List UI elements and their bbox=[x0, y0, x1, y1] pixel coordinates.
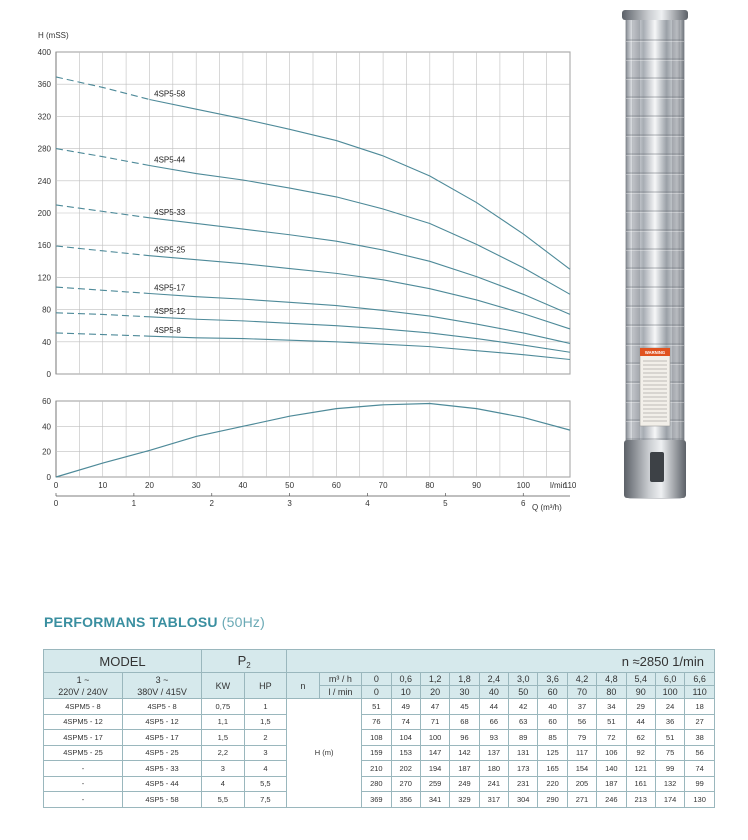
head-value: 159 bbox=[362, 745, 391, 761]
x-tick-label: 110 bbox=[563, 481, 577, 490]
head-value: 68 bbox=[450, 714, 479, 730]
model-single-phase: - bbox=[44, 776, 123, 792]
head-value: 56 bbox=[567, 714, 596, 730]
single-phase-header: 1 ~ 220V / 240V bbox=[44, 673, 123, 699]
head-value: 44 bbox=[479, 699, 508, 715]
y-tick-label: 40 bbox=[42, 337, 51, 347]
x-tick-label: 20 bbox=[145, 481, 154, 490]
model-header: MODEL bbox=[44, 650, 202, 673]
efficiency-curve-chart bbox=[42, 397, 577, 512]
head-value: 341 bbox=[420, 792, 449, 808]
head-value: 85 bbox=[538, 730, 567, 746]
power-kw: 4 bbox=[202, 776, 245, 792]
hp-header: HP bbox=[244, 673, 287, 699]
kw-header: KW bbox=[202, 673, 245, 699]
head-value: 270 bbox=[391, 776, 420, 792]
head-value: 180 bbox=[479, 761, 508, 777]
head-value: 290 bbox=[538, 792, 567, 808]
head-value: 205 bbox=[567, 776, 596, 792]
head-value: 369 bbox=[362, 792, 391, 808]
head-value: 194 bbox=[420, 761, 449, 777]
x2-axis-label: Q (m³/h) bbox=[532, 503, 562, 512]
y-tick-label: 120 bbox=[37, 273, 51, 283]
head-value: 142 bbox=[450, 745, 479, 761]
head-value: 104 bbox=[391, 730, 420, 746]
n-header: n bbox=[287, 673, 319, 699]
head-value: 213 bbox=[626, 792, 655, 808]
lmin-label: l / min bbox=[319, 686, 362, 699]
section-title bbox=[44, 614, 265, 630]
x2-tick-label: 1 bbox=[131, 499, 137, 508]
head-value: 49 bbox=[391, 699, 420, 715]
head-value: 210 bbox=[362, 761, 391, 777]
y-tick-label: 160 bbox=[37, 241, 51, 251]
x-tick-label: 60 bbox=[331, 481, 341, 490]
head-value: 246 bbox=[597, 792, 626, 808]
series-label: 4SP5-33 bbox=[154, 207, 186, 217]
model-three-phase: 4SP5 - 8 bbox=[123, 699, 202, 715]
head-value: 220 bbox=[538, 776, 567, 792]
head-value: 173 bbox=[509, 761, 538, 777]
head-value: 108 bbox=[362, 730, 391, 746]
head-value: 117 bbox=[567, 745, 596, 761]
x-unit-label: l/min bbox=[550, 481, 567, 490]
head-curve-chart bbox=[38, 31, 570, 379]
head-value: 317 bbox=[479, 792, 508, 808]
head-value: 280 bbox=[362, 776, 391, 792]
m3h-value: 0,6 bbox=[391, 673, 420, 686]
head-value: 89 bbox=[509, 730, 538, 746]
head-value: 154 bbox=[567, 761, 596, 777]
y-tick-label: 280 bbox=[37, 144, 51, 154]
performance-table bbox=[43, 649, 715, 808]
m3h-value: 4,2 bbox=[567, 673, 596, 686]
head-value: 125 bbox=[538, 745, 567, 761]
lmin-value: 100 bbox=[655, 686, 684, 699]
m3h-label: m³ / h bbox=[319, 673, 362, 686]
head-value: 76 bbox=[362, 714, 391, 730]
head-value: 47 bbox=[420, 699, 449, 715]
y-tick-label: 0 bbox=[46, 473, 51, 482]
head-value: 93 bbox=[479, 730, 508, 746]
series-label: 4SP5-17 bbox=[154, 283, 186, 293]
head-value: 187 bbox=[450, 761, 479, 777]
head-value: 74 bbox=[685, 761, 715, 777]
table-row bbox=[44, 714, 715, 730]
series-label: 4SP5-44 bbox=[154, 155, 186, 165]
x-tick-label: 90 bbox=[472, 481, 481, 490]
head-value: 72 bbox=[597, 730, 626, 746]
head-value: 187 bbox=[597, 776, 626, 792]
head-value: 45 bbox=[450, 699, 479, 715]
power-hp: 5,5 bbox=[244, 776, 287, 792]
head-value: 140 bbox=[597, 761, 626, 777]
performance-charts bbox=[0, 0, 600, 520]
model-single-phase: - bbox=[44, 792, 123, 808]
series-label: 4SP5-25 bbox=[154, 245, 186, 255]
head-value: 60 bbox=[538, 714, 567, 730]
head-value: 99 bbox=[655, 761, 684, 777]
head-label: H (m) bbox=[287, 699, 362, 808]
m3h-value: 5,4 bbox=[626, 673, 655, 686]
model-three-phase: 4SP5 - 58 bbox=[123, 792, 202, 808]
x-tick-label: 0 bbox=[53, 481, 59, 490]
model-three-phase: 4SP5 - 17 bbox=[123, 730, 202, 746]
lmin-value: 40 bbox=[479, 686, 508, 699]
y-tick-label: 0 bbox=[46, 370, 51, 379]
model-three-phase: 4SP5 - 44 bbox=[123, 776, 202, 792]
series-label: 4SP5-12 bbox=[154, 306, 186, 316]
head-value: 329 bbox=[450, 792, 479, 808]
head-value: 137 bbox=[479, 745, 508, 761]
p2-header: $P_2$ bbox=[202, 650, 287, 673]
section-freq: (50Hz) bbox=[221, 614, 265, 630]
lmin-value: 90 bbox=[626, 686, 655, 699]
head-value: 132 bbox=[655, 776, 684, 792]
m3h-value: 6,0 bbox=[655, 673, 684, 686]
head-value: 100 bbox=[420, 730, 449, 746]
m3h-value: 1,8 bbox=[450, 673, 479, 686]
head-value: 36 bbox=[655, 714, 684, 730]
warning-label bbox=[640, 348, 670, 426]
table-row bbox=[44, 761, 715, 777]
y-tick-label: 40 bbox=[42, 422, 51, 432]
head-value: 34 bbox=[597, 699, 626, 715]
y-tick-label: 320 bbox=[37, 112, 51, 122]
power-hp: 4 bbox=[244, 761, 287, 777]
lmin-value: 70 bbox=[567, 686, 596, 699]
m3h-value: 2,4 bbox=[479, 673, 508, 686]
m3h-value: 0 bbox=[362, 673, 391, 686]
head-value: 63 bbox=[509, 714, 538, 730]
warning-label-text: WARNING bbox=[644, 350, 666, 355]
power-hp: 2 bbox=[244, 730, 287, 746]
head-value: 29 bbox=[626, 699, 655, 715]
power-hp: 1 bbox=[244, 699, 287, 715]
x-tick-label: 10 bbox=[98, 481, 108, 490]
head-value: 27 bbox=[685, 714, 715, 730]
table-row bbox=[44, 776, 715, 792]
lmin-value: 20 bbox=[420, 686, 449, 699]
power-hp: 1,5 bbox=[244, 714, 287, 730]
lmin-value: 30 bbox=[450, 686, 479, 699]
head-value: 66 bbox=[479, 714, 508, 730]
power-hp: 7,5 bbox=[244, 792, 287, 808]
head-value: 38 bbox=[685, 730, 715, 746]
y-tick-label: 360 bbox=[37, 80, 51, 90]
lmin-value: 10 bbox=[391, 686, 420, 699]
x2-tick-label: 0 bbox=[53, 499, 59, 508]
x2-tick-label: 2 bbox=[209, 499, 214, 508]
head-value: 79 bbox=[567, 730, 596, 746]
series-label: 4SP5-58 bbox=[154, 89, 186, 99]
x2-tick-label: 6 bbox=[521, 499, 526, 508]
head-value: 74 bbox=[391, 714, 420, 730]
x-tick-label: 70 bbox=[378, 481, 388, 490]
head-value: 174 bbox=[655, 792, 684, 808]
head-value: 131 bbox=[509, 745, 538, 761]
m3h-value: 3,0 bbox=[509, 673, 538, 686]
series-label: 4SP5-8 bbox=[154, 326, 181, 336]
x-tick-label: 80 bbox=[425, 481, 435, 490]
model-single-phase: 4SPM5 - 25 bbox=[44, 745, 123, 761]
head-value: 42 bbox=[509, 699, 538, 715]
y-tick-label: 80 bbox=[42, 305, 51, 315]
head-value: 165 bbox=[538, 761, 567, 777]
power-kw: 1,1 bbox=[202, 714, 245, 730]
head-value: 259 bbox=[420, 776, 449, 792]
model-single-phase: 4SPM5 - 12 bbox=[44, 714, 123, 730]
power-hp: 3 bbox=[244, 745, 287, 761]
power-kw: 1,5 bbox=[202, 730, 245, 746]
table-row bbox=[44, 792, 715, 808]
y-tick-label: 240 bbox=[37, 176, 51, 186]
power-kw: 0,75 bbox=[202, 699, 245, 715]
lmin-value: 60 bbox=[538, 686, 567, 699]
head-value: 106 bbox=[597, 745, 626, 761]
head-value: 18 bbox=[685, 699, 715, 715]
head-value: 56 bbox=[685, 745, 715, 761]
lmin-value: 110 bbox=[685, 686, 715, 699]
speed-header: n ≈2850 1/min bbox=[287, 650, 715, 673]
head-value: 231 bbox=[509, 776, 538, 792]
table-row bbox=[44, 699, 715, 715]
x-tick-label: 40 bbox=[238, 481, 248, 490]
y-tick-label: 400 bbox=[37, 48, 51, 57]
three-phase-header: 3 ~ 380V / 415V bbox=[123, 673, 202, 699]
power-kw: 2,2 bbox=[202, 745, 245, 761]
y-tick-label: 60 bbox=[42, 397, 51, 406]
section-title-text: PERFORMANS TABLOSU bbox=[44, 614, 218, 630]
head-value: 121 bbox=[626, 761, 655, 777]
lmin-value: 50 bbox=[509, 686, 538, 699]
y-tick-label: 20 bbox=[42, 447, 51, 457]
model-single-phase: - bbox=[44, 761, 123, 777]
y-axis-label: H (mSS) bbox=[38, 31, 69, 40]
head-value: 202 bbox=[391, 761, 420, 777]
model-single-phase: 4SPM5 - 17 bbox=[44, 730, 123, 746]
head-value: 51 bbox=[362, 699, 391, 715]
x2-tick-label: 5 bbox=[443, 499, 448, 508]
head-value: 130 bbox=[685, 792, 715, 808]
power-kw: 3 bbox=[202, 761, 245, 777]
x2-tick-label: 4 bbox=[365, 499, 370, 508]
power-kw: 5,5 bbox=[202, 792, 245, 808]
m3h-value: 3,6 bbox=[538, 673, 567, 686]
lmin-value: 80 bbox=[597, 686, 626, 699]
head-value: 161 bbox=[626, 776, 655, 792]
model-single-phase: 4SPM5 - 8 bbox=[44, 699, 123, 715]
head-value: 92 bbox=[626, 745, 655, 761]
head-value: 40 bbox=[538, 699, 567, 715]
head-value: 24 bbox=[655, 699, 684, 715]
head-value: 75 bbox=[655, 745, 684, 761]
m3h-value: 4,8 bbox=[597, 673, 626, 686]
x2-tick-label: 3 bbox=[287, 499, 292, 508]
table-row bbox=[44, 745, 715, 761]
m3h-value: 1,2 bbox=[420, 673, 449, 686]
head-value: 271 bbox=[567, 792, 596, 808]
pump-image bbox=[610, 0, 702, 500]
head-value: 304 bbox=[509, 792, 538, 808]
head-value: 99 bbox=[685, 776, 715, 792]
head-value: 147 bbox=[420, 745, 449, 761]
head-value: 153 bbox=[391, 745, 420, 761]
head-value: 71 bbox=[420, 714, 449, 730]
head-value: 249 bbox=[450, 776, 479, 792]
model-three-phase: 4SP5 - 25 bbox=[123, 745, 202, 761]
head-value: 356 bbox=[391, 792, 420, 808]
x-tick-label: 30 bbox=[191, 481, 201, 490]
m3h-value: 6,6 bbox=[685, 673, 715, 686]
head-value: 44 bbox=[626, 714, 655, 730]
x-tick-label: 50 bbox=[285, 481, 295, 490]
lmin-value: 0 bbox=[362, 686, 391, 699]
model-three-phase: 4SP5 - 33 bbox=[123, 761, 202, 777]
head-value: 241 bbox=[479, 776, 508, 792]
head-value: 37 bbox=[567, 699, 596, 715]
head-value: 51 bbox=[597, 714, 626, 730]
x-tick-label: 100 bbox=[516, 481, 530, 490]
table-row bbox=[44, 730, 715, 746]
head-value: 51 bbox=[655, 730, 684, 746]
head-value: 62 bbox=[626, 730, 655, 746]
model-three-phase: 4SP5 - 12 bbox=[123, 714, 202, 730]
head-value: 96 bbox=[450, 730, 479, 746]
y-tick-label: 200 bbox=[37, 209, 51, 218]
